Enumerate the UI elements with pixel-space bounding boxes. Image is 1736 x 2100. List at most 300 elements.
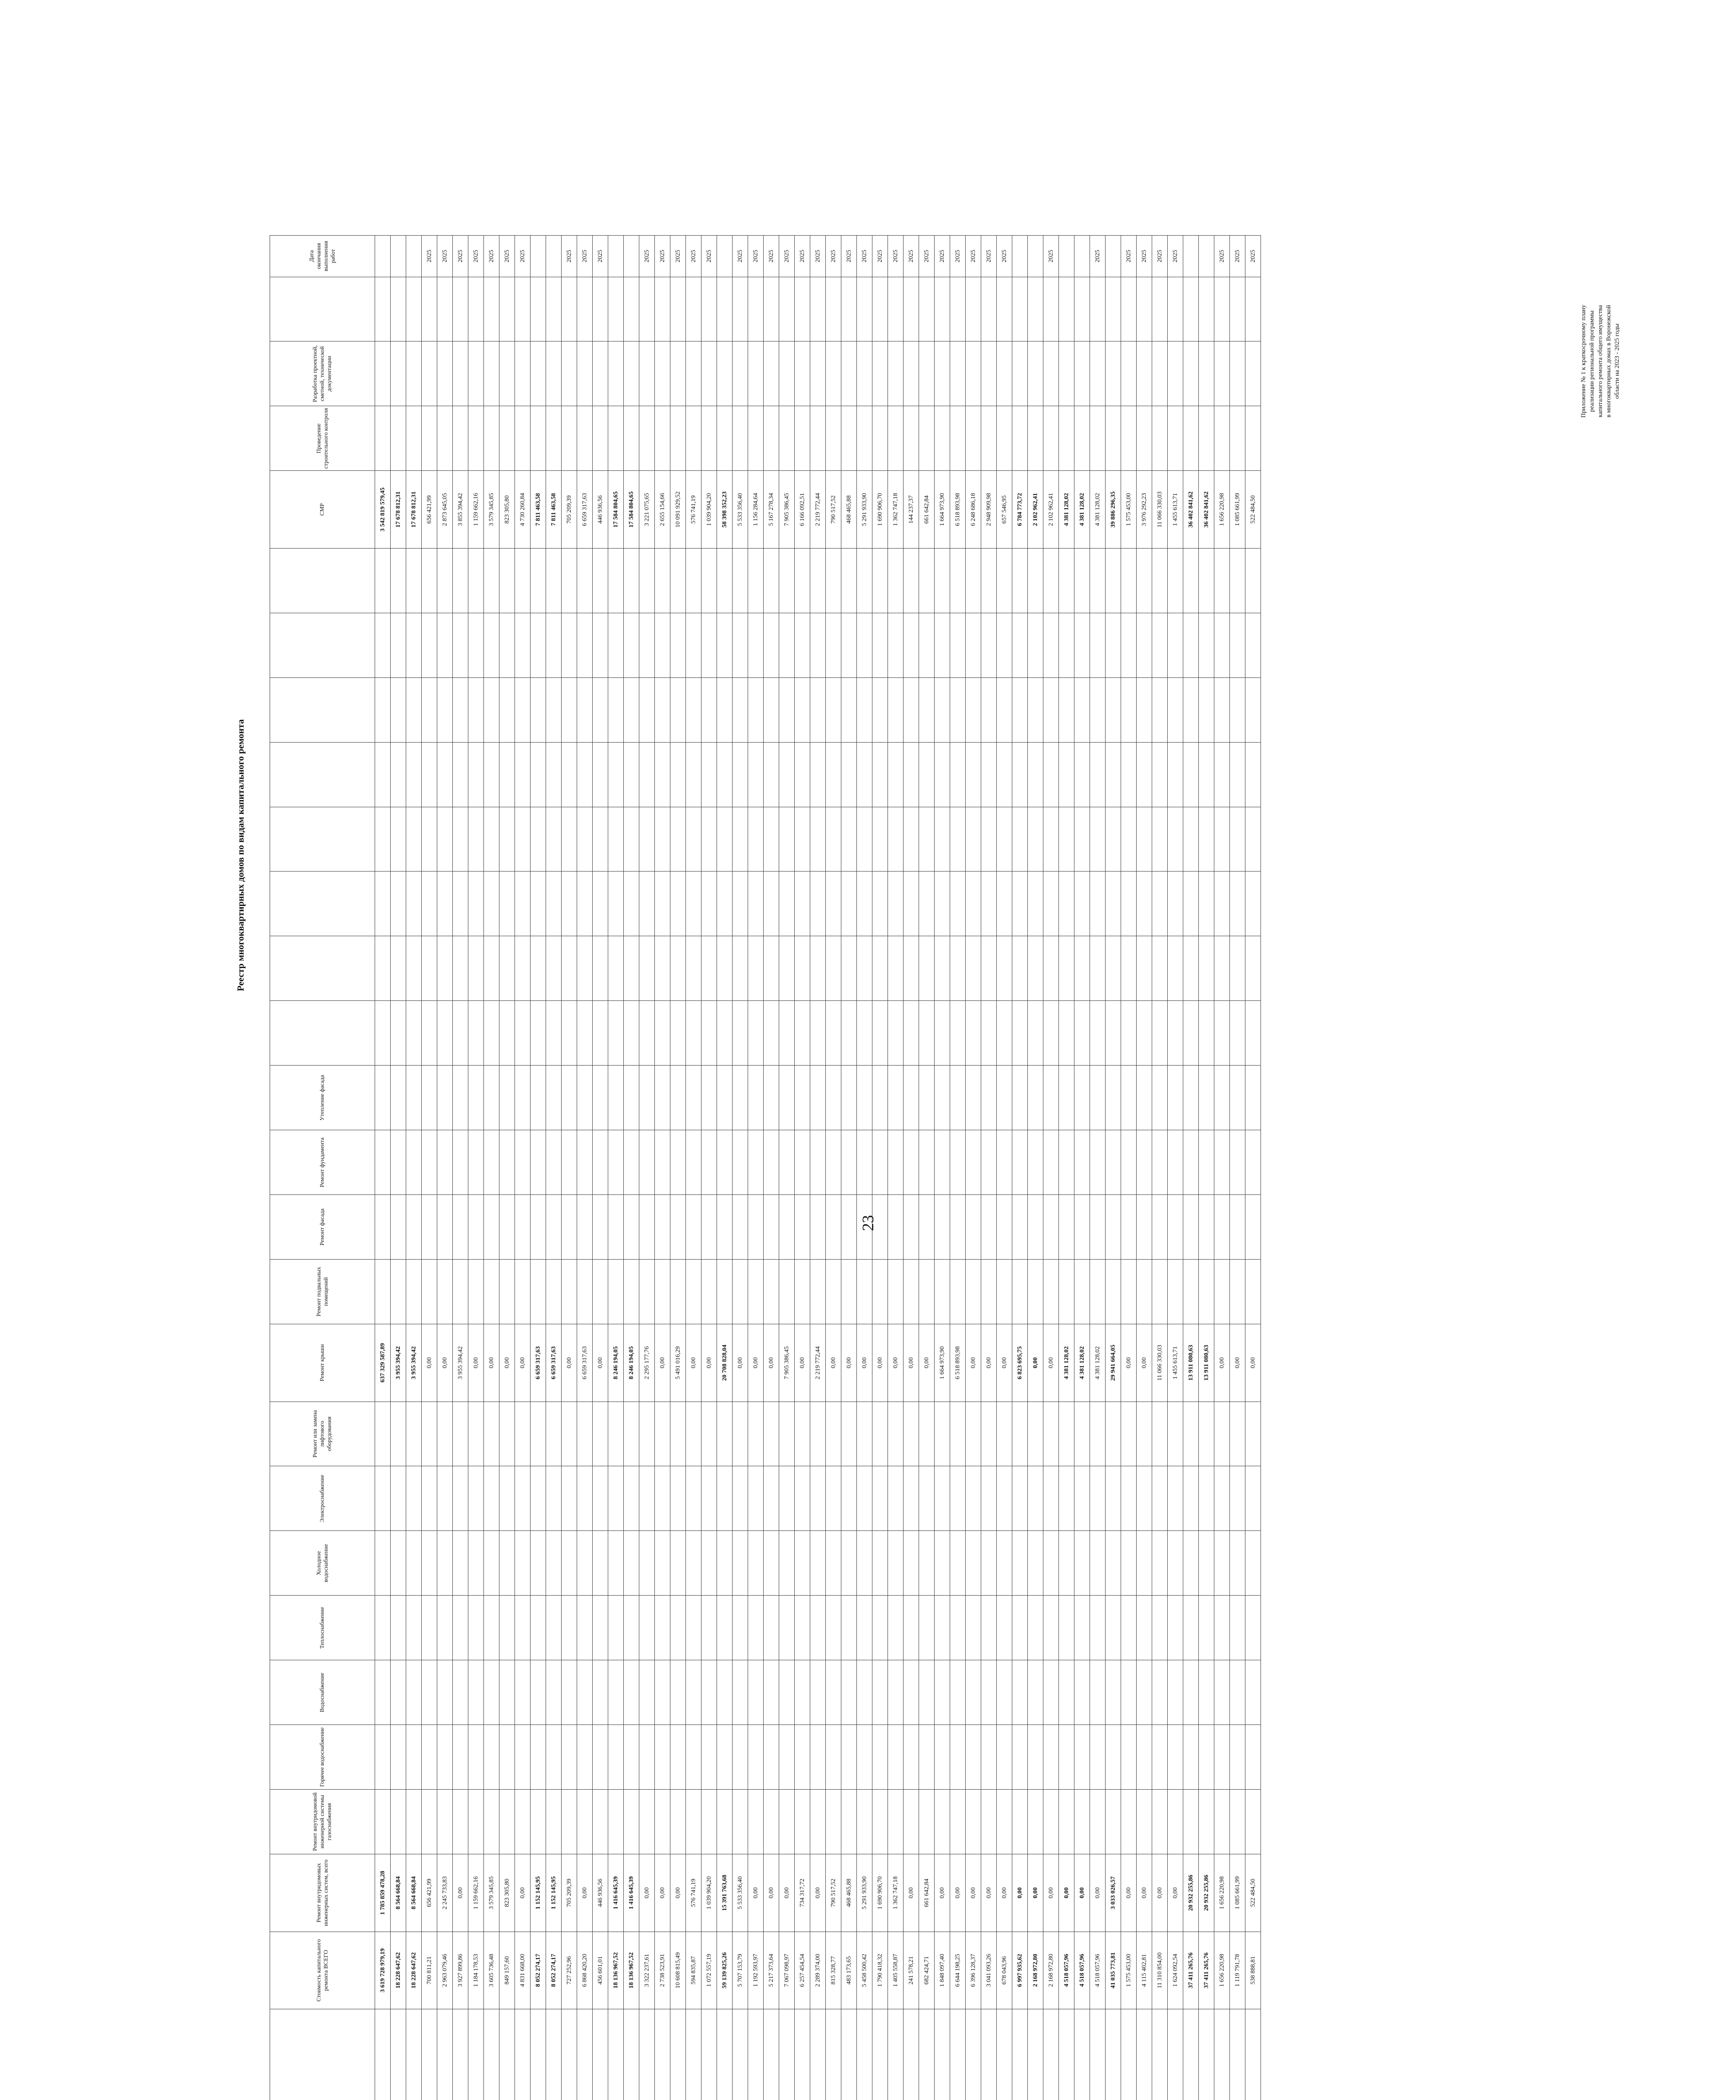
row-cell <box>919 807 935 872</box>
row-cell <box>764 1789 779 1854</box>
row-cell <box>841 1596 857 1660</box>
row-cell <box>531 1660 546 1725</box>
row-cell <box>1106 548 1121 613</box>
row-cell <box>562 872 577 936</box>
row-cell <box>1137 613 1152 677</box>
row-cell <box>1074 277 1090 341</box>
row-cost: 2 168 972,80 <box>1028 1932 1043 2009</box>
row-cell <box>903 1402 919 1466</box>
row-cell <box>779 277 795 341</box>
row-engineering: 1 152 145,95 <box>531 1854 546 1932</box>
row-smr: 790 517,52 <box>826 471 841 549</box>
row-cell <box>935 1195 950 1260</box>
row-cell <box>795 1596 810 1660</box>
row-smr: 3 221 075,65 <box>639 471 655 549</box>
row-cell <box>546 548 562 613</box>
row-smr: 17 584 804,65 <box>608 471 624 549</box>
row-cell <box>1106 1195 1121 1260</box>
row-address <box>997 2009 1012 2100</box>
row-cell <box>935 1259 950 1324</box>
row-year: 2025 <box>826 236 841 277</box>
row-cell <box>655 1660 670 1725</box>
row-cost: 18 136 967,52 <box>608 1932 624 2009</box>
row-cell <box>1137 677 1152 742</box>
row-smr: 11 066 330,03 <box>1152 471 1168 549</box>
row-cell <box>1043 936 1059 1001</box>
row-cell <box>686 936 701 1001</box>
row-cell <box>453 677 468 742</box>
row-cell <box>1074 677 1090 742</box>
row-engineering: 2 245 733,83 <box>437 1854 453 1932</box>
row-cell <box>639 406 655 471</box>
row-cell <box>577 872 593 936</box>
row-cost: 3 605 736,48 <box>484 1932 499 2009</box>
table-row <box>1245 236 1261 2100</box>
row-cell <box>1121 341 1137 406</box>
row-cell <box>1059 548 1074 613</box>
row-cell <box>841 341 857 406</box>
row-cell <box>810 406 826 471</box>
row-cell <box>422 1725 437 1790</box>
row-cell <box>872 677 888 742</box>
row-roof: 0,00 <box>888 1324 903 1402</box>
row-cell <box>406 1259 422 1324</box>
row-cell <box>1183 1660 1199 1725</box>
row-year: 2025 <box>779 236 795 277</box>
row-roof: 0,00 <box>1214 1324 1230 1402</box>
row-cell <box>468 1066 484 1130</box>
row-cell <box>437 1725 453 1790</box>
row-cell <box>779 872 795 936</box>
row-cell <box>562 406 577 471</box>
row-year: 2025 <box>888 236 903 277</box>
row-cell <box>717 872 733 936</box>
table-total-row <box>1183 236 1199 2100</box>
row-engineering: 790 517,52 <box>826 1854 841 1932</box>
table-row <box>733 236 748 2100</box>
row-cell <box>593 872 608 936</box>
row-cell <box>593 1130 608 1195</box>
row-cell <box>1106 1066 1121 1130</box>
row-cell <box>577 807 593 872</box>
row-cell <box>1214 406 1230 471</box>
row-cell <box>515 936 531 1001</box>
row-cell <box>670 1130 686 1195</box>
row-roof: 6 518 893,98 <box>950 1324 966 1402</box>
row-cell <box>748 613 764 677</box>
header-elevator: Ремонт или замена лифтового оборудования <box>270 1402 375 1466</box>
row-cell <box>468 1130 484 1195</box>
row-cell <box>1214 1531 1230 1596</box>
row-smr: 1 156 284,64 <box>748 471 764 549</box>
row-year: 2025 <box>1152 236 1168 277</box>
row-roof: 6 823 695,75 <box>1012 1324 1028 1402</box>
row-cell <box>764 677 779 742</box>
row-cell <box>593 1066 608 1130</box>
row-cell <box>624 872 639 936</box>
header-engineering: Ремонт внутридомовых инженерных систем, всего <box>270 1854 375 1932</box>
row-cell <box>546 613 562 677</box>
row-cell <box>422 1195 437 1260</box>
row-year: 2025 <box>733 236 748 277</box>
row-cell <box>981 1725 997 1790</box>
row-cell <box>686 613 701 677</box>
row-cell <box>966 1066 981 1130</box>
row-address <box>1012 2009 1028 2100</box>
table-row <box>577 236 593 2100</box>
row-cell <box>810 1660 826 1725</box>
row-smr: 2 219 772,44 <box>810 471 826 549</box>
row-cell <box>857 1789 872 1854</box>
row-cell <box>1137 742 1152 807</box>
row-cell <box>562 1466 577 1531</box>
row-cost: 6 868 420,20 <box>577 1932 593 2009</box>
row-cell <box>826 1402 841 1466</box>
row-cell <box>1137 1066 1152 1130</box>
row-cell <box>639 1001 655 1066</box>
row-cell <box>826 1466 841 1531</box>
row-cell <box>1121 1066 1137 1130</box>
row-cell <box>1106 1660 1121 1725</box>
row-cell <box>795 936 810 1001</box>
row-address <box>857 2009 872 2100</box>
row-cell <box>1183 872 1199 936</box>
row-cell <box>841 807 857 872</box>
row-cell <box>453 406 468 471</box>
row-cell <box>966 807 981 872</box>
row-cell <box>733 277 748 341</box>
row-cell <box>562 1660 577 1725</box>
row-cell <box>468 677 484 742</box>
row-cell <box>593 1789 608 1854</box>
row-cell <box>779 1725 795 1790</box>
row-roof: 0,00 <box>764 1324 779 1402</box>
row-cell <box>1245 872 1261 936</box>
row-cell <box>437 277 453 341</box>
row-roof: 0,00 <box>1137 1324 1152 1402</box>
row-engineering: 0,00 <box>1074 1854 1090 1932</box>
row-cell <box>1230 1531 1245 1596</box>
row-smr: 522 484,50 <box>1245 471 1261 549</box>
row-cell <box>857 341 872 406</box>
row-cell <box>484 1531 499 1596</box>
row-cell <box>375 807 391 872</box>
row-cell <box>1043 807 1059 872</box>
row-cell <box>422 548 437 613</box>
row-cell <box>453 1130 468 1195</box>
row-cell <box>779 1531 795 1596</box>
row-cell <box>1106 1466 1121 1531</box>
row-cell <box>950 1195 966 1260</box>
row-year <box>1059 236 1074 277</box>
row-cell <box>857 677 872 742</box>
row-cell <box>826 1596 841 1660</box>
row-cell <box>1012 1466 1028 1531</box>
row-smr: 6 784 773,72 <box>1012 471 1028 549</box>
row-cell <box>531 548 546 613</box>
row-cell <box>562 1130 577 1195</box>
row-cell <box>655 807 670 872</box>
row-year: 2025 <box>810 236 826 277</box>
row-cell <box>701 936 717 1001</box>
row-cell <box>608 1660 624 1725</box>
row-cell <box>795 613 810 677</box>
row-cell <box>437 1001 453 1066</box>
row-cell <box>1121 548 1137 613</box>
row-cell <box>997 1066 1012 1130</box>
row-engineering: 0,00 <box>748 1854 764 1932</box>
row-year <box>1183 236 1199 277</box>
row-cell <box>919 277 935 341</box>
row-engineering: 0,00 <box>1028 1854 1043 1932</box>
row-cell <box>779 1130 795 1195</box>
row-cell <box>1028 1130 1043 1195</box>
row-cell <box>826 406 841 471</box>
row-cell <box>1245 1531 1261 1596</box>
row-cell <box>1137 341 1152 406</box>
row-cost: 4 115 402,81 <box>1137 1932 1152 2009</box>
row-cell <box>1152 1195 1168 1260</box>
row-cell <box>717 1066 733 1130</box>
row-cell <box>1059 1130 1074 1195</box>
row-cell <box>577 406 593 471</box>
appendix-line: реализации региональной программы <box>1589 310 1595 412</box>
table-row <box>701 236 717 2100</box>
row-cell <box>717 406 733 471</box>
row-year: 2025 <box>981 236 997 277</box>
row-cell <box>1230 1001 1245 1066</box>
row-cell <box>484 1402 499 1466</box>
row-address <box>1090 2009 1106 2100</box>
row-cell <box>546 406 562 471</box>
row-cell <box>577 742 593 807</box>
row-cell <box>1028 872 1043 936</box>
row-cell <box>748 936 764 1001</box>
row-engineering: 0,00 <box>515 1854 531 1932</box>
row-cell <box>1199 936 1214 1001</box>
row-cell <box>608 1001 624 1066</box>
row-cell <box>406 406 422 471</box>
row-cell <box>1090 1531 1106 1596</box>
row-address <box>733 2009 748 2100</box>
row-cell <box>593 1259 608 1324</box>
row-cell <box>997 548 1012 613</box>
row-smr: 1 159 662,16 <box>468 471 484 549</box>
row-cell <box>903 872 919 936</box>
row-roof: 0,00 <box>795 1324 810 1402</box>
row-cell <box>1152 872 1168 936</box>
row-cell <box>1090 1066 1106 1130</box>
row-cell <box>453 1001 468 1066</box>
row-cell <box>1245 807 1261 872</box>
row-cell <box>701 1466 717 1531</box>
row-cell <box>810 1195 826 1260</box>
row-cell <box>966 1195 981 1260</box>
row-cell <box>391 742 406 807</box>
row-cell <box>639 872 655 936</box>
row-cell <box>903 613 919 677</box>
row-address <box>670 2009 686 2100</box>
row-cell <box>406 613 422 677</box>
row-cell <box>935 742 950 807</box>
row-cell <box>1152 277 1168 341</box>
header-empty <box>270 613 375 677</box>
row-cell <box>872 1789 888 1854</box>
table-total-row <box>717 236 733 2100</box>
row-cell <box>608 1259 624 1324</box>
row-cell <box>686 406 701 471</box>
row-cell <box>779 1596 795 1660</box>
row-cell <box>1090 742 1106 807</box>
row-smr: 4 381 128,02 <box>1059 471 1074 549</box>
row-roof: 3 955 394,42 <box>453 1324 468 1402</box>
row-cell <box>1121 872 1137 936</box>
row-cell <box>1059 1066 1074 1130</box>
row-cost: 2 168 972,80 <box>1043 1932 1059 2009</box>
row-engineering: 0,00 <box>1043 1854 1059 1932</box>
row-cell <box>1090 1402 1106 1466</box>
row-cell <box>1121 1130 1137 1195</box>
row-smr: 576 741,19 <box>686 471 701 549</box>
row-roof: 6 659 317,63 <box>577 1324 593 1402</box>
row-cell <box>562 807 577 872</box>
row-cell <box>1168 1466 1183 1531</box>
row-cell <box>748 1130 764 1195</box>
row-year: 2025 <box>577 236 593 277</box>
row-cell <box>515 1725 531 1790</box>
row-smr: 58 398 352,23 <box>717 471 733 549</box>
row-cell <box>1245 548 1261 613</box>
row-cell <box>935 1066 950 1130</box>
row-cell <box>779 677 795 742</box>
row-cell <box>888 1130 903 1195</box>
row-smr: 2 655 154,66 <box>655 471 670 549</box>
row-cell <box>1245 1789 1261 1854</box>
row-cell <box>1074 1789 1090 1854</box>
row-cell <box>406 872 422 936</box>
row-cell <box>1074 807 1090 872</box>
row-cell <box>608 1066 624 1130</box>
row-cell <box>1043 406 1059 471</box>
row-cell <box>888 277 903 341</box>
row-cell <box>468 341 484 406</box>
row-cell <box>391 1789 406 1854</box>
row-cell <box>764 807 779 872</box>
row-cell <box>437 1660 453 1725</box>
row-cell <box>531 341 546 406</box>
row-year: 2025 <box>1043 236 1059 277</box>
row-cell <box>593 548 608 613</box>
row-roof: 0,00 <box>655 1324 670 1402</box>
row-cell <box>391 1066 406 1130</box>
row-cell <box>515 742 531 807</box>
row-cell <box>810 936 826 1001</box>
row-cell <box>888 936 903 1001</box>
row-engineering: 20 932 255,86 <box>1183 1854 1199 1932</box>
row-address <box>1199 2009 1214 2100</box>
row-cell <box>733 1596 748 1660</box>
row-cell <box>1074 1466 1090 1531</box>
row-cell <box>1230 1259 1245 1324</box>
row-cell <box>686 1066 701 1130</box>
row-cell <box>733 548 748 613</box>
row-year <box>1106 236 1121 277</box>
row-roof: 0,00 <box>981 1324 997 1402</box>
row-cell <box>515 1596 531 1660</box>
row-cell <box>826 277 841 341</box>
row-address <box>935 2009 950 2100</box>
row-cell <box>1106 1725 1121 1790</box>
row-cell <box>577 1789 593 1854</box>
row-cell <box>748 1725 764 1790</box>
row-roof: 0,00 <box>919 1324 935 1402</box>
row-cell <box>841 1066 857 1130</box>
row-cell <box>826 677 841 742</box>
row-cost: 456 601,01 <box>593 1932 608 2009</box>
row-cell <box>1137 872 1152 936</box>
row-cell <box>1059 872 1074 936</box>
row-cell <box>1090 872 1106 936</box>
row-year: 2025 <box>903 236 919 277</box>
row-cell <box>1106 1789 1121 1854</box>
row-cell <box>1183 1789 1199 1854</box>
row-cell <box>453 1660 468 1725</box>
row-cell <box>499 677 515 742</box>
row-cost: 37 411 265,76 <box>1199 1932 1214 2009</box>
row-cell <box>484 1789 499 1854</box>
row-address <box>515 2009 531 2100</box>
row-cell <box>499 807 515 872</box>
row-cell <box>655 277 670 341</box>
row-cell <box>1245 936 1261 1001</box>
row-cell <box>515 1466 531 1531</box>
row-cell <box>1199 1660 1214 1725</box>
row-cell <box>826 1066 841 1130</box>
row-cell <box>1090 1789 1106 1854</box>
row-cell <box>1106 936 1121 1001</box>
row-cell <box>1090 807 1106 872</box>
row-smr: 36 402 841,62 <box>1199 471 1214 549</box>
row-roof: 8 246 194,05 <box>624 1324 639 1402</box>
row-cell <box>903 1195 919 1260</box>
row-cell <box>888 341 903 406</box>
row-cell <box>422 1402 437 1466</box>
table-total-row <box>391 236 406 2100</box>
row-engineering: 0,00 <box>1090 1854 1106 1932</box>
table-row <box>655 236 670 2100</box>
row-cell <box>935 1466 950 1531</box>
row-cell <box>1245 277 1261 341</box>
row-cell <box>639 1725 655 1790</box>
row-cell <box>624 1195 639 1260</box>
row-cell <box>857 1130 872 1195</box>
row-roof: 0,00 <box>1245 1324 1261 1402</box>
row-cell <box>857 1660 872 1725</box>
row-cell <box>406 1531 422 1596</box>
row-cell <box>1230 1660 1245 1725</box>
row-cell <box>593 406 608 471</box>
row-address <box>981 2009 997 2100</box>
row-cell <box>499 1725 515 1790</box>
row-cell <box>1152 1789 1168 1854</box>
row-cell <box>966 1402 981 1466</box>
row-cell <box>608 1725 624 1790</box>
row-cell <box>1121 1789 1137 1854</box>
row-cell <box>546 872 562 936</box>
row-cell <box>810 1259 826 1324</box>
row-cell <box>903 742 919 807</box>
row-cell <box>1245 1130 1261 1195</box>
